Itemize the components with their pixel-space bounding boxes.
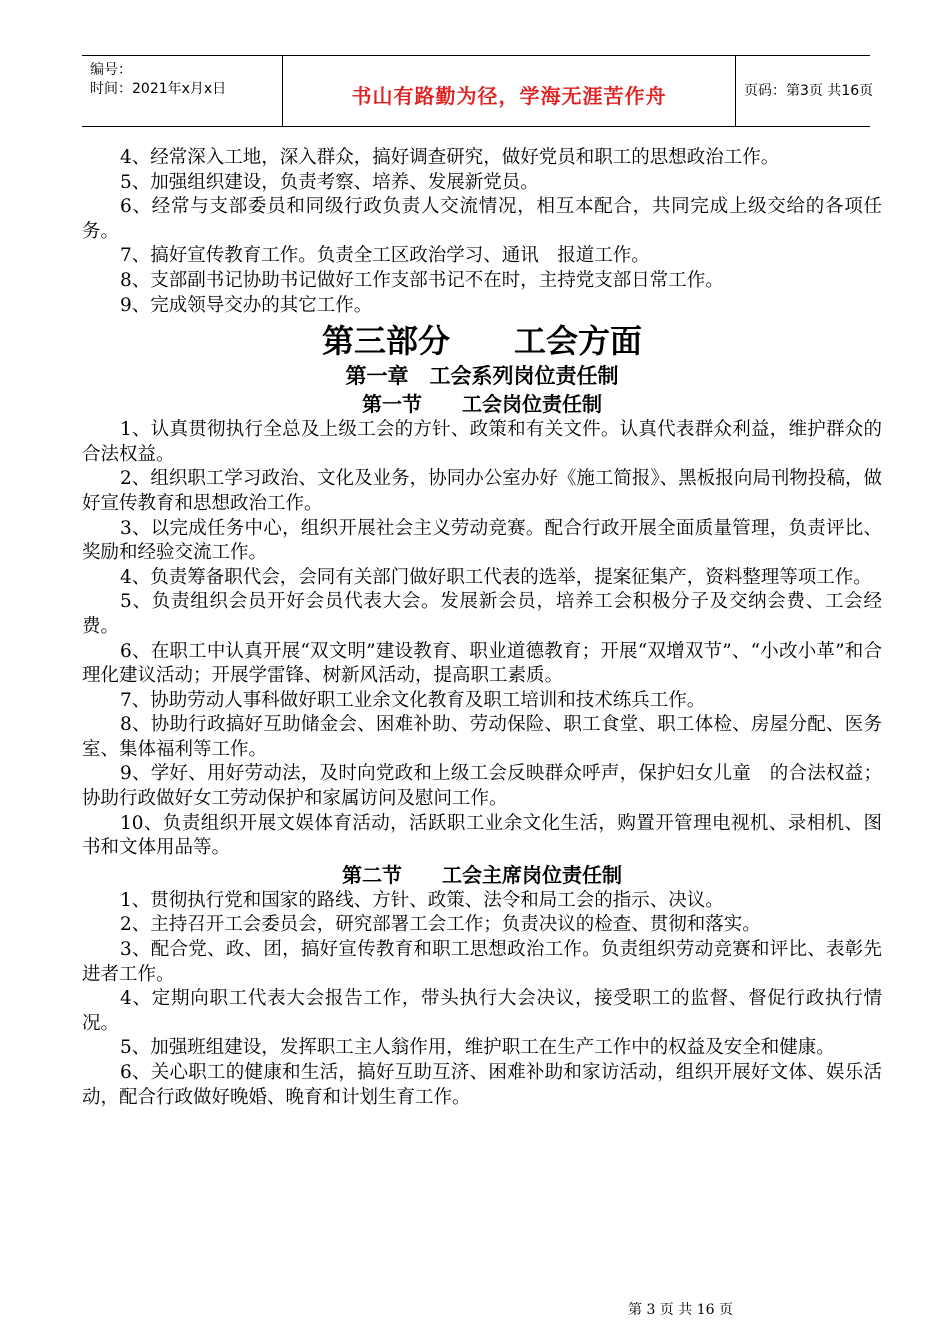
document-number-label: 编号：	[90, 62, 132, 78]
document-body	[82, 146, 882, 1110]
paragraph: 8、协助行政搞好互助储金会、困难补助、劳动保险、职工食堂、职工体检、房屋分配、医务室、集体福利等工作。	[82, 714, 882, 760]
paragraph: 1、认真贯彻执行全总及上级工会的方针、政策和有关文件。认真代表群众利益，维护群众的合法权益。	[82, 419, 882, 465]
page-header	[82, 55, 874, 127]
paragraph: 9、学好、用好劳动法，及时向党政和上级工会反映群众呼声，保护妇女儿童 的合法权益；协助行政做好女工劳动保护和家属访问及慰问工作。	[82, 763, 882, 810]
paragraph: 6、在职工中认真开展“双文明”建设教育、职业道德教育；开展“双增双节”、“小改小革”和合理化建议活动；开展学雷锋、树新风活动，提高职工素质。	[82, 640, 882, 687]
part-title: 第三部分 工会方面	[321, 322, 642, 361]
paragraph: 3、配合党、政、团，搞好宣传教育和职工思想政治工作。负责组织劳动竞赛和评比、表彰先进者工作。	[82, 939, 882, 985]
paragraph: 7、协助劳动人事科做好职工业余文化教育及职工培训和技术练兵工作。	[120, 689, 706, 711]
paragraph: 9、完成领导交办的其它工作。	[120, 294, 373, 316]
paragraph: 5、负责组织会员开好会员代表大会。发展新会员，培养工会积极分子及交纳会费、工会经费。	[82, 591, 882, 637]
page-footer: 第 3 页 共 16 页	[628, 1302, 733, 1318]
header-page-info: 页码：第3页 共16页	[744, 83, 874, 99]
paragraph: 7、搞好宣传教育工作。负责全工区政治学习、通讯 报道工作。	[120, 245, 650, 267]
document-time-label: 时间：2021年x月x日	[90, 81, 227, 97]
paragraph: 10、负责组织开展文娱体育活动，活跃职工业余文化生活，购置开管理电视机、录相机、图书和文体用品等。	[82, 812, 882, 859]
header-meta	[82, 56, 282, 126]
chapter-title: 第一章 工会系列岗位责任制	[345, 363, 619, 389]
header-motto-cell	[282, 56, 736, 126]
paragraph: 6、关心职工的健康和生活，搞好互助互济、困难补助和家访活动，组织开展好文体、娱乐活动，配合行政做好晚婚、晚育和计划生育工作。	[82, 1062, 882, 1108]
paragraph: 2、主持召开工会委员会，研究部署工会工作；负责决议的检查、贯彻和落实。	[120, 914, 761, 936]
section-title: 第一节 工会岗位责任制	[362, 392, 602, 417]
header-page-cell	[734, 56, 874, 126]
paragraph: 4、负责筹备职代会，会同有关部门做好职工代表的选举，提案征集产，资料整理等项工作。	[120, 566, 872, 588]
paragraph: 5、加强组织建设，负责考察、培养、发展新党员。	[120, 171, 539, 193]
paragraph: 3、以完成任务中心，组织开展社会主义劳动竞赛。配合行政开展全面质量管理，负责评比、奖励和经验交流工作。	[82, 517, 882, 564]
section-title: 第二节 工会主席岗位责任制	[342, 862, 622, 887]
header-motto: 书山有路勤为径，学海无涯苦作舟	[351, 84, 667, 108]
paragraph: 4、经常深入工地，深入群众，搞好调查研究，做好党员和职工的思想政治工作。	[120, 147, 780, 168]
paragraph: 5、加强班组建设，发挥职工主人翁作用，维护职工在生产工作中的权益及安全和健康。	[120, 1037, 835, 1059]
paragraph: 2、组织职工学习政治、文化及业务，协同办公室办好《施工简报》、黑板报向局刊物投稿，做好宣传教育和思想政治工作。	[82, 468, 882, 514]
paragraph: 8、支部副书记协助书记做好工作支部书记不在时，主持党支部日常工作。	[120, 269, 724, 291]
paragraph: 1、贯彻执行党和国家的路线、方针、政策、法令和局工会的指示、决议。	[120, 889, 724, 911]
paragraph: 6、经常与支部委员和同级行政负责人交流情况，相互本配合，共同完成上级交给的各项任务。	[82, 196, 882, 242]
paragraph: 4、定期向职工代表大会报告工作，带头执行大会决议，接受职工的监督、督促行政执行情况。	[82, 988, 882, 1034]
